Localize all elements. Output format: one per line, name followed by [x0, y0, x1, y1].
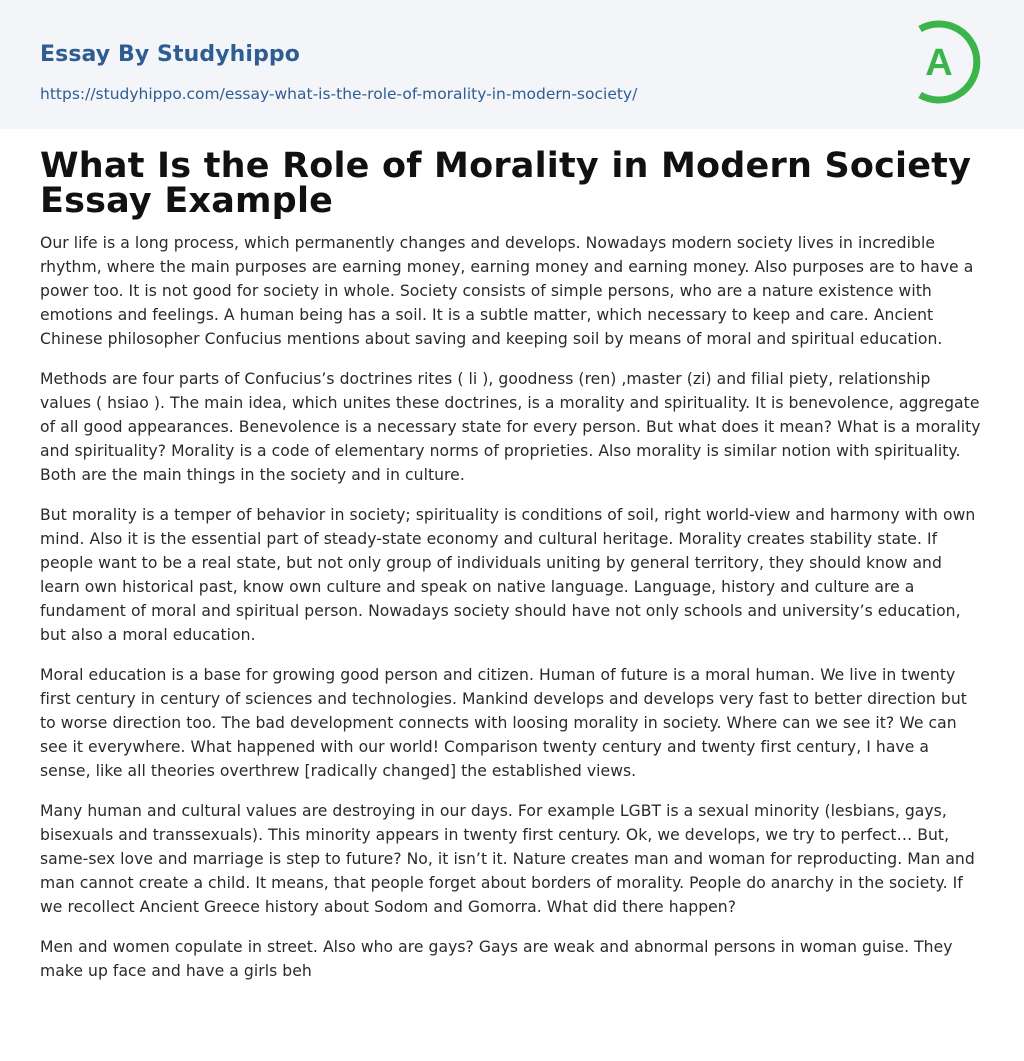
essay-paragraph: Our life is a long process, which permanently changes and develops. Nowadays modern society lives in incredible rhythm, where the main purposes are earning money, earning money and earning money. Also purposes are to have a power too. It is not good for society in whole. Society consists of simple persons, who are a nature existence with emotions and feelings. A human being has a soil. It is a subtle matter, which necessary to keep and care. Ancient Chinese philosopher Confucius mentions about saving and keeping soil by means of moral and spiritual education. [40, 234, 974, 348]
site-header [0, 0, 1024, 129]
studyhippo-logo-icon[interactable] [908, 17, 988, 107]
essay-paragraph: Methods are four parts of Confucius’s doctrines rites ( li ), goodness (ren) ,master (zi) and filial piety, relationship values ( hsiao ). The main idea, which unites these doctrines, is a morality and spirituality. It is benevolence, aggregate of all good appearances. Benevolence is a necessary state for every person. But what does it mean? What is a morality and spirituality? Morality is a code of elementary norms of proprieties. Also morality is similar notion with spirituality. Both are the main things in the society and in culture. [40, 370, 981, 484]
article-url-link[interactable]: https://studyhippo.com/essay-what-is-the-role-of-morality-in-modern-society/ [40, 85, 638, 103]
essay-paragraph: Moral education is a base for growing good person and citizen. Human of future is a moral human. We live in twenty first century in century of sciences and technologies. Mankind develops and develops very fast to better direction but to worse direction too. The bad development connects with loosing morality in society. Where can we see it? We can see it everywhere. What happened with our world! Comparison twenty century and twenty first century, I have a sense, like all theories overthrew [radically changed] the established views. [40, 666, 967, 780]
page-title: What Is the Role of Morality in Modern Society Essay Example [40, 146, 972, 221]
essay-body [40, 231, 984, 983]
essay-paragraph: Many human and cultural values are destroying in our days. For example LGBT is a sexual minority (lesbians, gays, bisexuals and transsexuals). This minority appears in twenty first century. Ok, we develops, we try to perfect… But, same-sex love and marriage is step to future? No, it isn’t it. Nature creates man and woman for reproducting. Man and man cannot create a child. It means, that people forget about borders of morality. People do anarchy in the society. If we recollect Ancient Greece history about Sodom and Gomorra. What did there happen? [40, 802, 975, 916]
essay-paragraph: But morality is a temper of behavior in society; spirituality is conditions of soil, right world-view and harmony with own mind. Also it is the essential part of steady-state economy and cultural heritage. Morality creates stability state. If people want to be a real state, but not only group of individuals uniting by general territory, they should know and learn own historical past, know own culture and speak on native language. Language, history and culture are a fundament of moral and spiritual person. Nowadays society should have not only schools and university’s education, but also a moral education. [40, 506, 976, 644]
site-title[interactable]: Essay By Studyhippo [40, 42, 300, 67]
essay-paragraph: Men and women copulate in street. Also who are gays? Gays are weak and abnormal persons in woman guise. They make up face and have a girls beh [40, 938, 953, 980]
logo-letter: A [925, 42, 953, 84]
